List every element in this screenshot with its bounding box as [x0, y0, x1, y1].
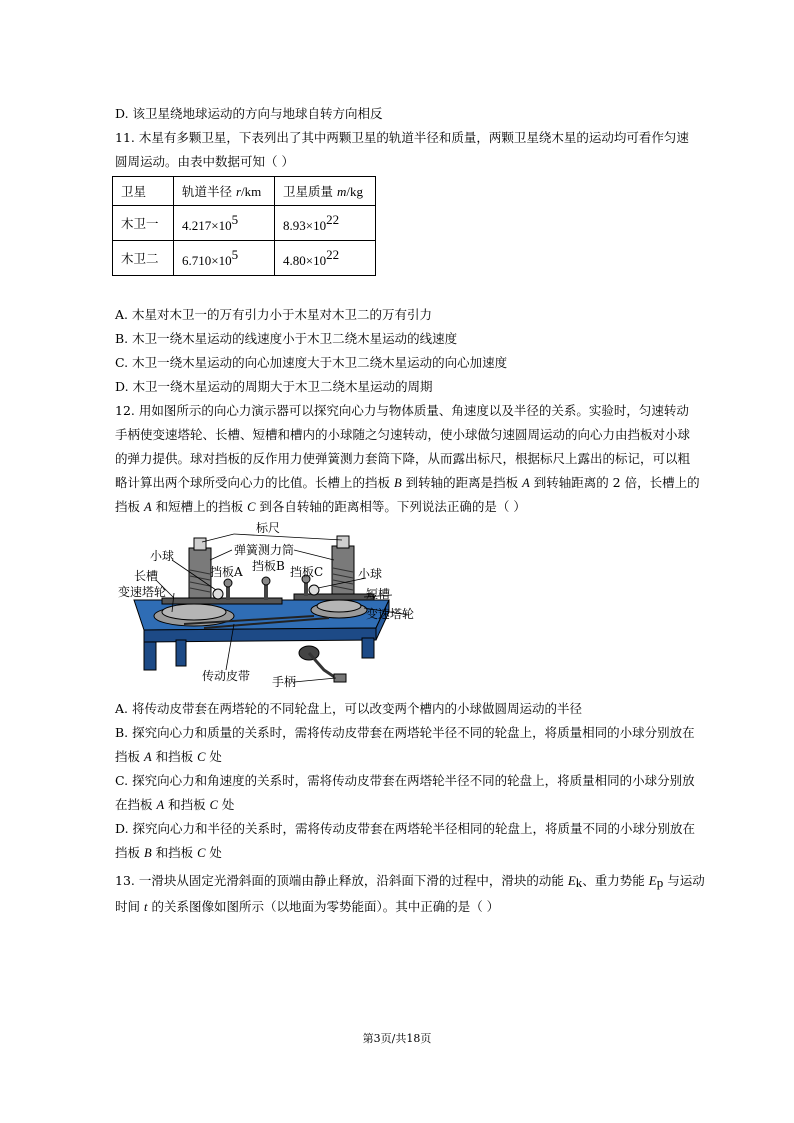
- ball-left: [213, 589, 223, 599]
- handle-crank: [309, 653, 336, 678]
- baffle-b: [264, 584, 268, 600]
- q12-stem-line2: 手柄使变速塔轮、长槽、短槽和槽内的小球随之匀速转动，使小球做匀速圆周运动的向心力由挡板对小球: [115, 427, 691, 442]
- q12-option-d-line1: D. 探究向心力和半径的关系时，需将传动皮带套在两塔轮半径相同的轮盘上，将质量不同的小球分别放在: [115, 821, 696, 836]
- q13-stem-line1: 13. 一滑块从固定光滑斜面的顶端由静止释放，沿斜面下滑的过程中，滑块的动能 $E_k$、重力势能 $E_p$ 与运动: [115, 873, 705, 890]
- tower-wheel-left: [162, 604, 226, 620]
- table-header-row: [113, 177, 376, 206]
- q12-option-b-line2: 挡板 A 和挡板 C 处: [115, 749, 222, 764]
- label-spring-cylinder: 弹簧测力筒: [234, 543, 295, 557]
- q11-option-a: A. 木星对木卫一的万有引力小于木星对木卫二的万有引力: [115, 307, 432, 322]
- q12-stem-line3: 的弹力提供。球对挡板的反作用力使弹簧测力套筒下降，从而露出标尺，根据标尺上露出的标记，可以粗: [115, 451, 691, 466]
- q11-option-b: B. 木卫一绕木星运动的线速度小于木卫二绕木星运动的线速度: [115, 331, 458, 346]
- base-leg: [362, 638, 374, 658]
- table-cell: 木卫二: [113, 241, 174, 276]
- label-handle: 手柄: [272, 675, 297, 689]
- q11-option-c: C. 木卫一绕木星运动的向心加速度大于木卫二绕木星运动的向心加速度: [115, 355, 508, 370]
- q11-option-d: D. 木卫一绕木星运动的周期大于木卫二绕木星运动的周期: [115, 379, 433, 394]
- scale-left: [194, 538, 206, 550]
- q12-option-c-line1: C. 探究向心力和角速度的关系时，需将传动皮带套在两塔轮半径不同的轮盘上，将质量相同的小球分别放: [115, 773, 695, 788]
- q12-option-d-line2: 挡板 B 和挡板 C 处: [115, 845, 222, 860]
- q11-stem-line1: 11. 木星有多颗卫星，下表列出了其中两颗卫星的轨道半径和质量，两颗卫星绕木星的运动均可看作匀速: [115, 130, 689, 145]
- label-drive-belt: 传动皮带: [202, 669, 251, 683]
- base-leg: [144, 642, 156, 670]
- label-short-groove: 短槽: [366, 587, 391, 601]
- label-tower-wheel-right: 变速塔轮: [366, 607, 415, 621]
- satellite-table: [112, 176, 376, 276]
- scale-right: [337, 536, 349, 548]
- label-ball-left: 小球: [150, 549, 175, 563]
- q12-stem-line5: 挡板 A 和短槽上的挡板 C 到各自转轴的距离相等。下列说法正确的是（ ）: [115, 499, 526, 514]
- q10-option-d: D. 该卫星绕地球运动的方向与地球自转方向相反: [115, 106, 383, 121]
- q11-stem-line2: 圆周运动。由表中数据可知（ ）: [115, 154, 294, 169]
- baffle-b-knob: [262, 577, 270, 585]
- label-baffle-a: 挡板A: [210, 565, 243, 579]
- baffle-c: [304, 582, 308, 596]
- table-header-cell: 卫星: [113, 177, 174, 206]
- table-row: [113, 206, 376, 241]
- tower-wheel-right: [317, 600, 361, 612]
- table-cell: $4.217\times 10^5$: [174, 206, 275, 241]
- page-footer: 第3页/共18页: [362, 1032, 432, 1045]
- label-long-groove: 长槽: [134, 569, 159, 583]
- label-tower-wheel-left: 变速塔轮: [118, 585, 167, 599]
- label-scale: 标尺: [256, 521, 281, 535]
- q12-stem-line1: 12. 用如图所示的向心力演示器可以探究向心力与物体质量、角速度以及半径的关系。实验时，匀速转动: [115, 403, 689, 418]
- label-baffle-b: 挡板B: [252, 559, 285, 573]
- base-leg: [176, 640, 186, 666]
- ball-right: [309, 585, 319, 595]
- table-row: [113, 241, 376, 276]
- baffle-a-knob: [224, 579, 232, 587]
- q12-stem-line4: 略计算出两个球所受向心力的比值。长槽上的挡板 B 到转轴的距离是挡板 A 到转轴距离的 2 倍，长槽上的: [115, 475, 700, 490]
- q12-option-b-line1: B. 探究向心力和质量的关系时，需将传动皮带套在两塔轮半径不同的轮盘上，将质量相同的小球分别放在: [115, 725, 695, 740]
- centripetal-force-apparatus-figure: [114, 520, 459, 690]
- table-cell: $4.80\times 10^{22}$: [275, 241, 376, 276]
- table-cell: 木卫一: [113, 206, 174, 241]
- label-ball-right: 小球: [358, 567, 383, 581]
- label-baffle-c: 挡板C: [290, 565, 324, 579]
- table-cell: $6.710\times 10^5$: [174, 241, 275, 276]
- q12-option-a: A. 将传动皮带套在两塔轮的不同轮盘上，可以改变两个槽内的小球做圆周运动的半径: [115, 701, 582, 716]
- table-cell: $8.93\times 10^{22}$: [275, 206, 376, 241]
- table-header-cell: 卫星质量 m/kg: [275, 177, 376, 206]
- q13-stem-line2: 时间 t 的关系图像如图所示（以地面为零势能面）。其中正确的是（ ）: [115, 899, 500, 914]
- table-header-cell: 轨道半径 r/km: [174, 177, 275, 206]
- q12-option-c-line2: 在挡板 A 和挡板 C 处: [115, 797, 235, 812]
- baffle-a: [226, 586, 230, 600]
